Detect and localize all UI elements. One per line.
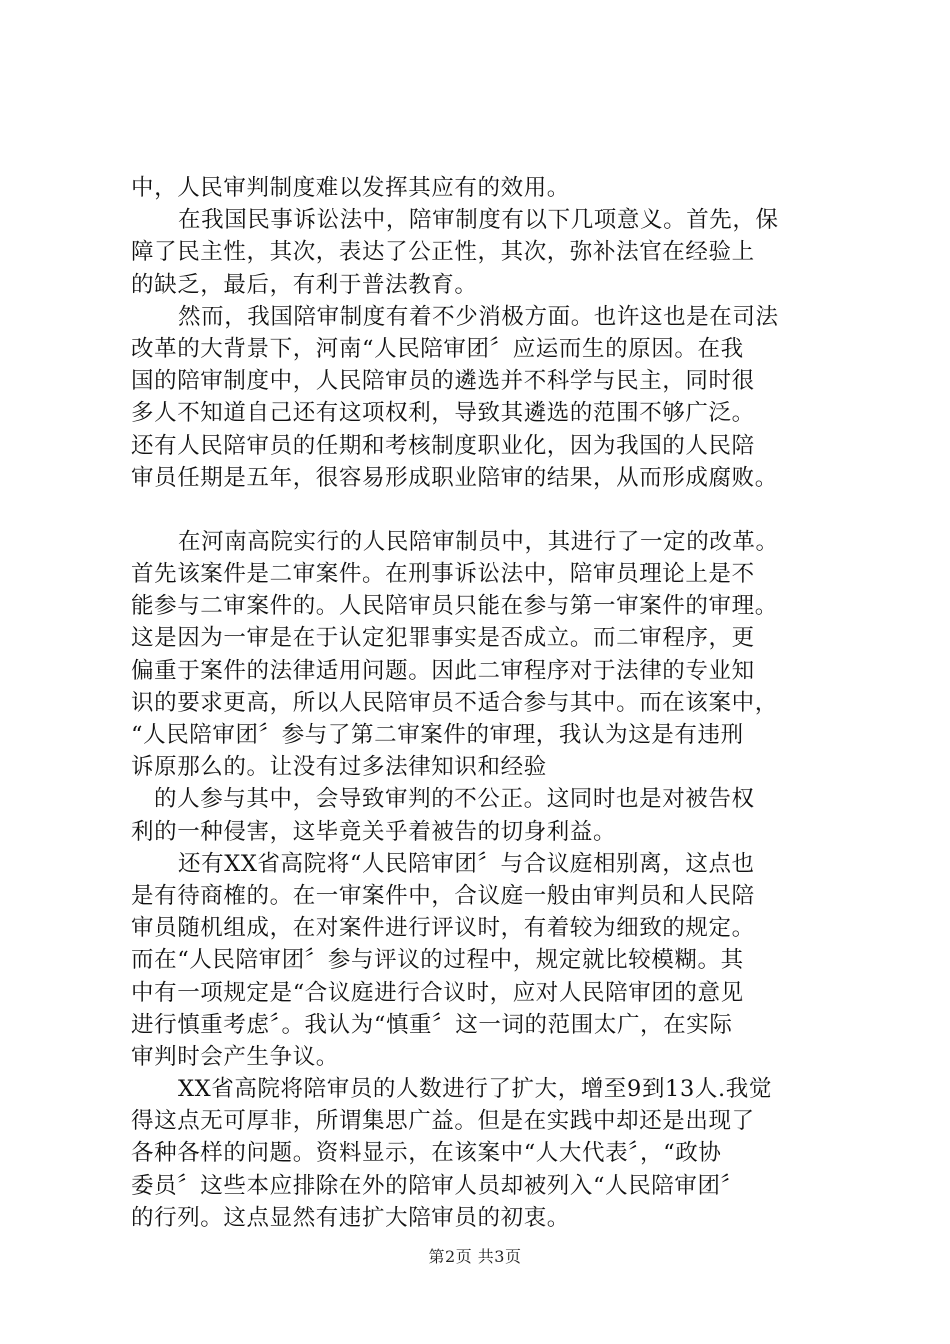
text-line: 诉原那么的。让没有过多法律知识和经验 <box>131 754 547 781</box>
page-footer: 第2页 共3页 <box>428 1247 522 1266</box>
text-line: 而在“人民陪审团〞参与评议的过程中，规定就比较模糊。其 <box>131 947 744 974</box>
text-line: 各种各样的问题。资料显示，在该案中“人大代表〞，“政协 <box>131 1140 722 1167</box>
text-line: 审员任期是五年，很容易形成职业陪审的结果，从而形成腐败。 <box>131 464 778 491</box>
text-line: 的缺乏，最后，有利于普法教育。 <box>131 271 478 298</box>
text-line: 还有XX省高院将“人民陪审团〞与合议庭相别离，这点也 <box>178 850 755 877</box>
text-line: 首先该案件是二审案件。在刑事诉讼法中，陪审员理论上是不 <box>131 561 755 588</box>
text-line: 是有待商榷的。在一审案件中，合议庭一般由审判员和人民陪 <box>131 882 755 909</box>
text-line: 多人不知道自己还有这项权利，导致其遴选的范围不够广泛。 <box>131 400 755 427</box>
text-line: 进行慎重考虑〞。我认为“慎重〞这一词的范围太广，在实际 <box>131 1011 733 1038</box>
text-line: 识的要求更高，所以人民陪审员不适合参与其中。而在该案中， <box>131 689 778 716</box>
text-line: 在河南高院实行的人民陪审制员中，其进行了一定的改革。 <box>178 528 779 555</box>
text-line: 审员随机组成，在对案件进行评议时，有着较为细致的规定。 <box>131 915 755 942</box>
text-line: 利的一种侵害，这毕竟关乎着被告的切身利益。 <box>131 818 617 845</box>
text-line: 的行列。这点显然有违扩大陪审员的初衷。 <box>131 1204 570 1231</box>
text-line: 还有人民陪审员的任期和考核制度职业化，因为我国的人民陪 <box>131 432 755 459</box>
text-line: 的人参与其中，会导致审判的不公正。这同时也是对被告权 <box>154 786 755 813</box>
text-line: 改革的大背景下，河南“人民陪审团〞应运而生的原因。在我 <box>131 335 744 362</box>
text-line: 能参与二审案件的。人民陪审员只能在参与第一审案件的审理。 <box>131 593 778 620</box>
paragraph-gap <box>131 494 831 526</box>
text-line: 得这点无可厚非，所谓集思广益。但是在实践中却还是出现了 <box>131 1108 755 1135</box>
body-text <box>131 172 831 1234</box>
text-line: 国的陪审制度中，人民陪审员的遴选并不科学与民主，同时很 <box>131 368 755 395</box>
text-line: 在我国民事诉讼法中，陪审制度有以下几项意义。首先，保 <box>178 207 779 234</box>
text-line: 中有一项规定是“合议庭进行合议时，应对人民陪审团的意见 <box>131 979 744 1006</box>
text-line: 障了民主性，其次，表达了公正性，其次，弥补法官在经验上 <box>131 239 755 266</box>
text-line: 委员〞这些本应排除在外的陪审人员却被列入“人民陪审团〞 <box>131 1172 744 1199</box>
text-line: 这是因为一审是在于认定犯罪事实是否成立。而二审程序，更 <box>131 625 755 652</box>
text-line: 审判时会产生争议。 <box>131 1043 339 1070</box>
text-line: “人民陪审团〞参与了第二审案件的审理，我认为这是有违刑 <box>131 722 744 748</box>
text-line: 中，人民审判制度难以发挥其应有的效用。 <box>131 175 570 201</box>
text-line: 然而，我国陪审制度有着不少消极方面。也许这也是在司法 <box>178 303 779 330</box>
text-line: 偏重于案件的法律适用问题。因此二审程序对于法律的专业知 <box>131 657 755 684</box>
text-line: XX省高院将陪审员的人数进行了扩大，增至9到13人.我觉 <box>178 1076 772 1103</box>
